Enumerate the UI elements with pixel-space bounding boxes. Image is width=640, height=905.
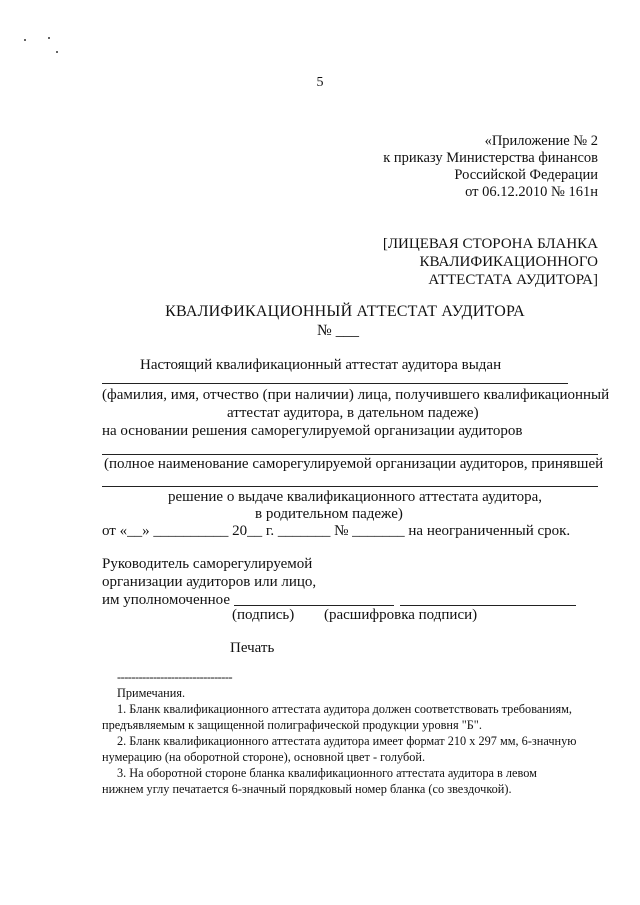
note-3-cont: нижнем углу печатается 6-значный порядковый номер бланка (со звездочкой). — [102, 782, 512, 796]
certificate-number: № ___ — [317, 322, 359, 339]
signature-caption: (подпись) — [232, 607, 295, 623]
blank-line-person — [102, 383, 568, 384]
note-1-cont: предъявляемым к защищенной полиграфической продукции уровня "Б". — [102, 718, 482, 732]
note-1: 1. Бланк квалификационного аттестата аудитора должен соответствовать требованиям, — [117, 702, 572, 716]
signature-line — [234, 605, 394, 606]
decision-text: решение о выдаче квалификационного аттестата аудитора, — [168, 489, 543, 505]
document-title: КВАЛИФИКАЦИОННЫЙ АТТЕСТАТ АУДИТОРА — [165, 303, 525, 320]
caption-org: (полное наименование саморегулируемой организации аудиторов, принявшей — [104, 456, 604, 472]
appendix-line: «Приложение № 2 — [484, 133, 598, 149]
side-heading-line: АТТЕСТАТА АУДИТОРА] — [428, 272, 598, 288]
note-2-cont: нумерацию (на оборотной стороне), основной цвет - голубой. — [102, 750, 426, 764]
decision-text-cont: в родительном падеже) — [255, 506, 403, 522]
signer-line: им уполномоченное — [102, 592, 231, 608]
note-3: 3. На оборотной стороне бланка квалификационного аттестата аудитора в левом — [117, 766, 537, 780]
date-line: от «__» __________ 20__ г. _______ № _______ на неограниченный срок. — [102, 523, 571, 539]
appendix-line: Российской Федерации — [454, 167, 598, 183]
signature-decode-line — [400, 605, 576, 606]
page-number: 5 — [316, 75, 324, 90]
appendix-header — [383, 133, 598, 201]
signature-decode-caption: (расшифровка подписи) — [324, 607, 478, 623]
signer-line: Руководитель саморегулируемой — [102, 556, 313, 572]
note-2: 2. Бланк квалификационного аттестата аудитора имеет формат 210 х 297 мм, 6-значную — [117, 734, 577, 748]
side-heading — [383, 235, 598, 289]
caption-person-cont: аттестат аудитора, в дательном падеже) — [227, 405, 479, 421]
issued-to-text: Настоящий квалификационный аттестат аудитора выдан — [140, 357, 502, 373]
notes-divider: -------------------------------- — [117, 670, 233, 684]
scan-speck — [56, 51, 58, 53]
caption-person: (фамилия, имя, отчество (при наличии) лица, получившего квалификационный — [102, 387, 610, 403]
notes-heading: Примечания. — [117, 686, 186, 700]
side-heading-line: КВАЛИФИКАЦИОННОГО — [419, 254, 598, 270]
signer-line: организации аудиторов или лицо, — [102, 574, 317, 590]
blank-line-org — [102, 454, 598, 455]
appendix-line: к приказу Министерства финансов — [383, 150, 598, 166]
scan-speck — [48, 37, 50, 39]
blank-line-org-2 — [102, 486, 598, 487]
scan-speck — [24, 39, 26, 41]
appendix-line: от 06.12.2010 № 161н — [465, 184, 598, 200]
basis-text: на основании решения саморегулируемой организации аудиторов — [102, 423, 523, 439]
seal-label: Печать — [230, 640, 275, 656]
side-heading-line: [ЛИЦЕВАЯ СТОРОНА БЛАНКА — [382, 236, 598, 252]
